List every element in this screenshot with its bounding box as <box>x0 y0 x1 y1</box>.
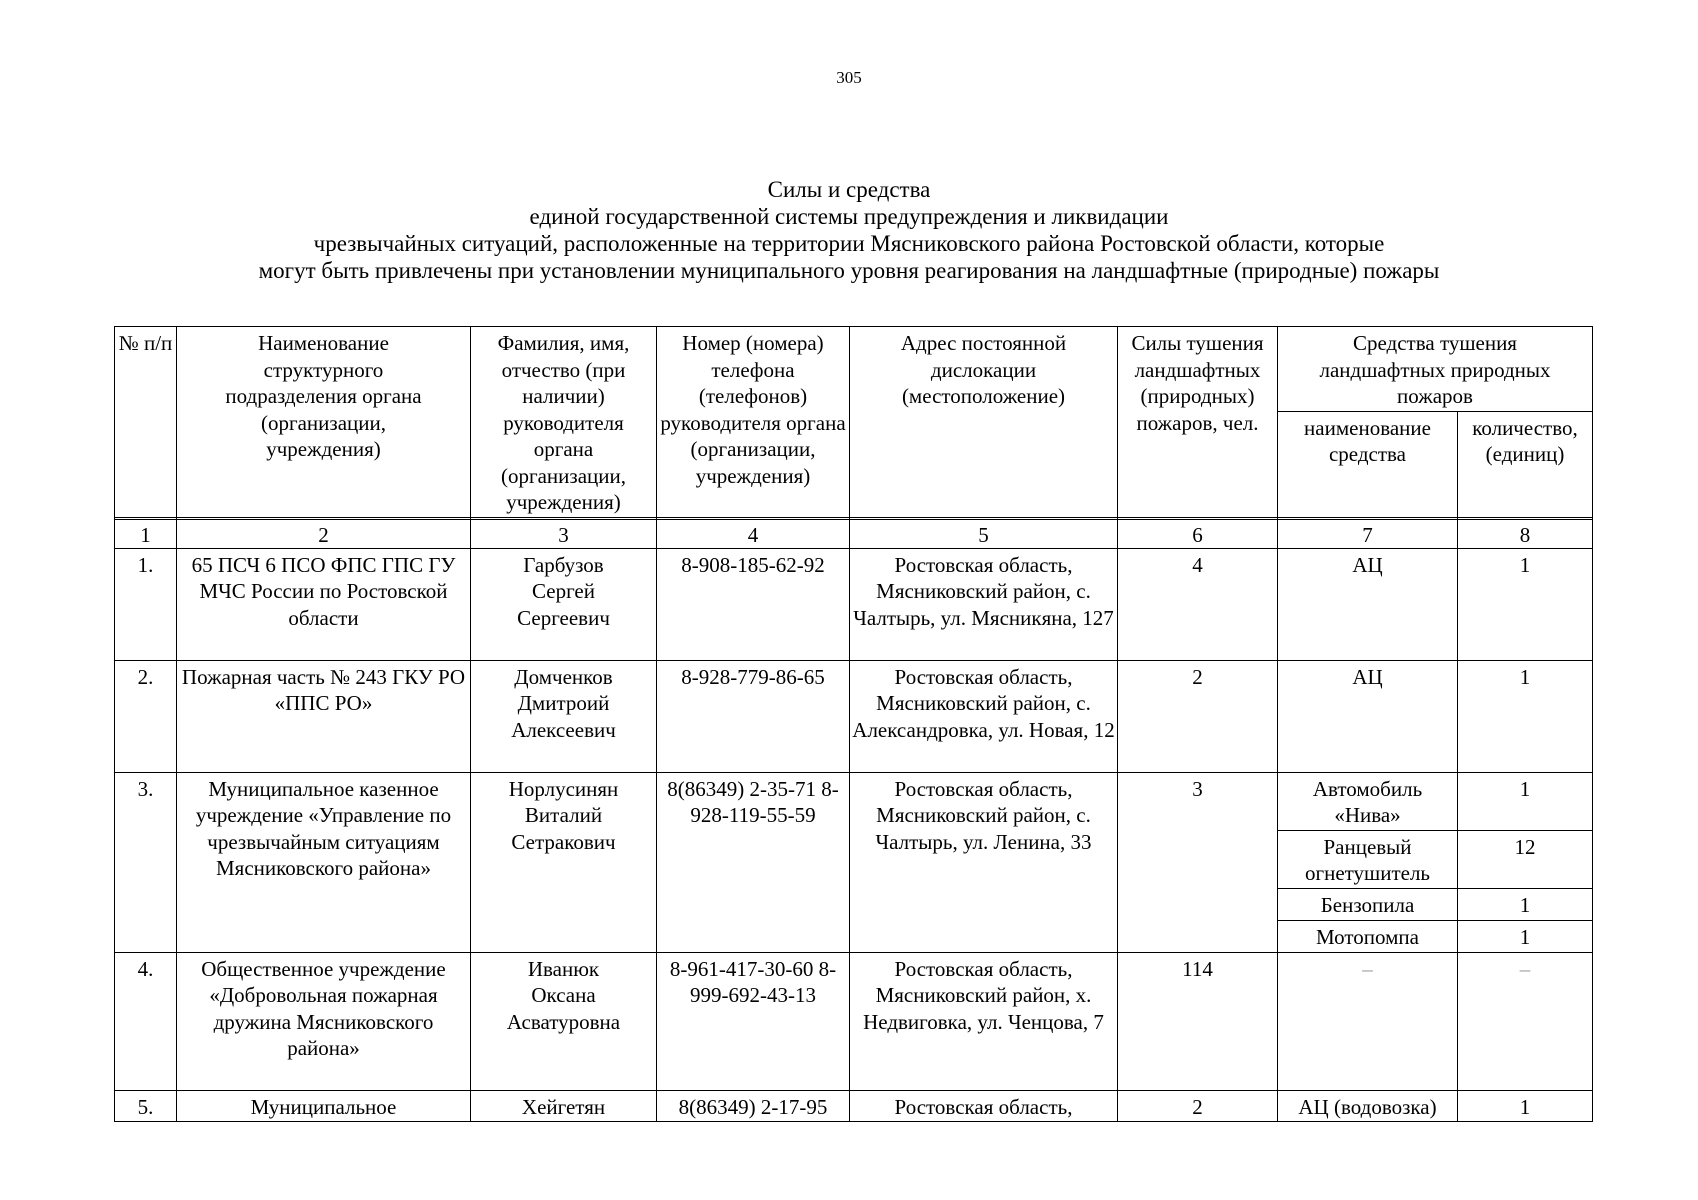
row-equipment-count: 1 <box>1458 888 1593 920</box>
header-means-count: количество, (единиц) <box>1458 411 1593 517</box>
table-row <box>115 1090 1593 1122</box>
row-phone: 8-908-185-62-92 <box>657 548 850 660</box>
forces-table <box>114 326 1593 1122</box>
header-means-name: наименование средства <box>1278 411 1458 517</box>
row-num: 3. <box>115 772 177 952</box>
row-equipment-count: – <box>1458 952 1593 1090</box>
col-number: 6 <box>1118 519 1278 548</box>
header-means: Средства тушения ландшафтных природных пожаров <box>1278 327 1593 412</box>
row-name: Муниципальное казенное учреждение «Управление по чрезвычайным ситуациям Мясниковского района» <box>177 772 471 952</box>
row-forces: 3 <box>1118 772 1278 952</box>
row-address: Ростовская область, Мясниковский район, с. Чалтырь, ул. Ленина, 33 <box>850 772 1118 952</box>
row-name: Пожарная часть № 243 ГКУ РО «ППС РО» <box>177 660 471 772</box>
row-address: Ростовская область, Мясниковский район, с. Александровка, ул. Новая, 12 <box>850 660 1118 772</box>
row-equipment-count: 12 <box>1458 830 1593 888</box>
header-num: № п/п <box>115 327 177 518</box>
row-equipment-name: Автомобиль «Нива» <box>1278 772 1458 830</box>
row-head: Домченков Дмитроий Алексеевич <box>471 660 657 772</box>
row-equipment-name: АЦ <box>1278 548 1458 660</box>
col-number: 2 <box>177 519 471 548</box>
row-equipment-count: 1 <box>1458 772 1593 830</box>
row-num: 5. <box>115 1090 177 1122</box>
row-name: Общественное учреждение «Добровольная пожарная дружина Мясниковского района» <box>177 952 471 1090</box>
row-equipment-name: АЦ <box>1278 660 1458 772</box>
row-num: 4. <box>115 952 177 1090</box>
row-equipment-name: – <box>1278 952 1458 1090</box>
row-equipment-name: Бензопила <box>1278 888 1458 920</box>
row-equipment-name: Мотопомпа <box>1278 920 1458 952</box>
table-row <box>115 952 1593 1090</box>
row-address: Ростовская область, Мясниковский район, с. Чалтырь, ул. Мясникяна, 127 <box>850 548 1118 660</box>
row-phone: 8(86349) 2-17-95 <box>657 1090 850 1122</box>
row-phone: 8-928-779-86-65 <box>657 660 850 772</box>
title-line-4: могут быть привлечены при установлении муниципального уровня реагирования на ландшафтные (природные) пожары <box>258 258 1440 283</box>
row-equipment-count: 1 <box>1458 660 1593 772</box>
column-numbers-row <box>115 519 1593 548</box>
table-row <box>115 660 1593 772</box>
header-row <box>115 327 1593 412</box>
col-number: 1 <box>115 519 177 548</box>
row-head: Иванюк Оксана Асватуровна <box>471 952 657 1090</box>
col-number: 5 <box>850 519 1118 548</box>
col-number: 8 <box>1458 519 1593 548</box>
row-address: Ростовская область, Мясниковский район, х. Недвиговка, ул. Ченцова, 7 <box>850 952 1118 1090</box>
page-number: 305 <box>836 68 862 87</box>
title-line-3: чрезвычайных ситуаций, расположенные на территории Мясниковского района Ростовской области, которые <box>313 231 1385 256</box>
row-name: 65 ПСЧ 6 ПСО ФПС ГПС ГУ МЧС России по Ростовской области <box>177 548 471 660</box>
row-forces: 2 <box>1118 1090 1278 1122</box>
row-forces: 4 <box>1118 548 1278 660</box>
col-number: 3 <box>471 519 657 548</box>
col-number: 4 <box>657 519 850 548</box>
row-equipment-count: 1 <box>1458 920 1593 952</box>
row-equipment-name: Ранцевый огнетушитель <box>1278 830 1458 888</box>
header-phone: Номер (номера) телефона (телефонов) руководителя органа (организации, учреждения) <box>657 327 850 518</box>
header-forces: Силы тушения ландшафтных (природных) пожаров, чел. <box>1118 327 1278 518</box>
row-forces: 2 <box>1118 660 1278 772</box>
table-row <box>115 772 1593 830</box>
header-address: Адрес постоянной дислокации (местоположение) <box>850 327 1118 518</box>
title-line-2: единой государственной системы предупреждения и ликвидации <box>529 204 1169 229</box>
row-address: Ростовская область, <box>850 1090 1118 1122</box>
row-equipment-count: 1 <box>1458 548 1593 660</box>
row-forces: 114 <box>1118 952 1278 1090</box>
title-line-1: Силы и средства <box>767 177 931 202</box>
row-head: Хейгетян <box>471 1090 657 1122</box>
table-row <box>115 548 1593 660</box>
row-phone: 8(86349) 2-35-71 8-928-119-55-59 <box>657 772 850 952</box>
row-num: 2. <box>115 660 177 772</box>
col-number: 7 <box>1278 519 1458 548</box>
document-title <box>0 176 1698 284</box>
row-equipment-name: АЦ (водовозка) <box>1278 1090 1458 1122</box>
row-head: Норлусинян Виталий Сетракович <box>471 772 657 952</box>
header-name: Наименование структурного подразделения органа (организации, учреждения) <box>177 327 471 518</box>
header-head: Фамилия, имя, отчество (при наличии) руководителя органа (организации, учреждения) <box>471 327 657 518</box>
row-equipment-count: 1 <box>1458 1090 1593 1122</box>
row-head: Гарбузов Сергей Сергеевич <box>471 548 657 660</box>
row-num: 1. <box>115 548 177 660</box>
row-phone: 8-961-417-30-60 8-999-692-43-13 <box>657 952 850 1090</box>
row-name: Муниципальное <box>177 1090 471 1122</box>
